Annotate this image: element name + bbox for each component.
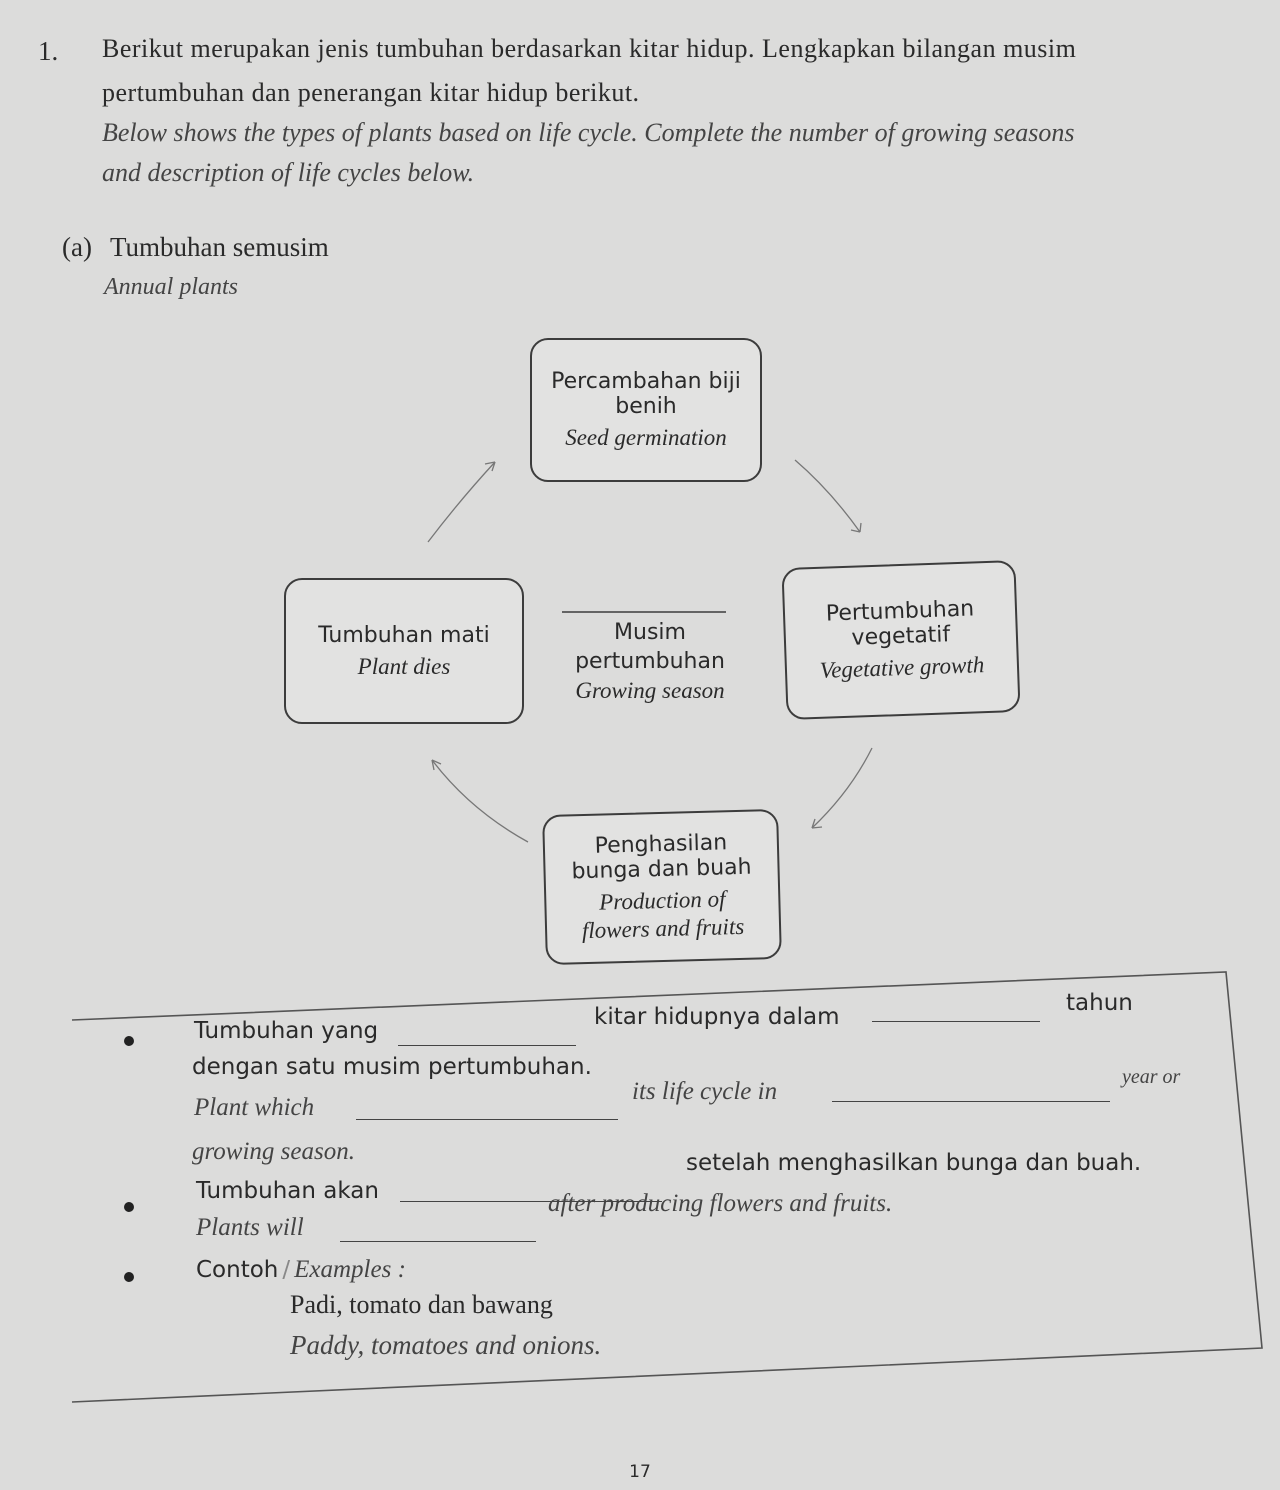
instruction-ms-line1: Berikut merupakan jenis tumbuhan berdasarkan kitar hidup. Lengkapkan bilangan musim xyxy=(102,34,1077,63)
question-number: 1. xyxy=(38,36,59,66)
vegetative-growth-ms-1: Pertumbuhan xyxy=(825,596,975,627)
b2-ms-b: setelah menghasilkan bunga dan buah. xyxy=(686,1150,1142,1176)
vegetative-growth-ms-2: vegetatif xyxy=(851,622,951,651)
seed-germination-en: Seed germination xyxy=(565,425,727,450)
b1-en-c: year or xyxy=(1122,1066,1181,1088)
growing-season-ms-2: pertumbuhan xyxy=(575,649,725,674)
vegetative-growth-en: Vegetative growth xyxy=(819,652,985,683)
b1-en-d: growing season. xyxy=(192,1138,355,1165)
b1-ms-blank-1[interactable] xyxy=(398,1044,576,1046)
b1-en-blank-1[interactable] xyxy=(356,1118,618,1120)
b1-ms-a: Tumbuhan yang xyxy=(194,1018,379,1044)
b1-ms-c: tahun xyxy=(1066,990,1133,1016)
b1-en-b: its life cycle in xyxy=(632,1078,778,1105)
examples-en: Paddy, tomatoes and onions. xyxy=(290,1330,602,1360)
b1-ms-blank-2[interactable] xyxy=(872,1020,1040,1022)
bullet-dot-2 xyxy=(124,1202,134,1212)
plant-dies-ms: Tumbuhan mati xyxy=(318,622,490,648)
b2-en-blank[interactable] xyxy=(340,1240,536,1242)
seed-germination-ms-2: benih xyxy=(615,394,677,419)
b1-ms-d: dengan satu musim pertumbuhan. xyxy=(192,1054,592,1080)
section-title-ms: Tumbuhan semusim xyxy=(110,232,329,262)
b2-ms-a: Tumbuhan akan xyxy=(196,1178,379,1204)
bullet-dot-1 xyxy=(124,1036,134,1046)
flowers-fruits-en-2: flowers and fruits xyxy=(581,913,745,944)
section-label: (a) xyxy=(62,232,92,262)
b1-en-blank-2[interactable] xyxy=(832,1100,1110,1102)
flowers-fruits-ms-1: Penghasilan xyxy=(594,830,728,859)
seed-germination-ms-1: Percambahan biji xyxy=(551,369,741,394)
b2-en-a: Plants will xyxy=(196,1214,304,1241)
plant-dies-en: Plant dies xyxy=(357,653,451,679)
section-title-en: Annual plants xyxy=(104,274,239,300)
growing-season-en: Growing season xyxy=(575,678,725,703)
examples-label-en: Examples : xyxy=(294,1256,406,1283)
instruction-ms-line2: pertumbuhan dan penerangan kitar hidup berikut. xyxy=(102,78,640,107)
examples-label-sep: / xyxy=(282,1257,291,1283)
page-number: 17 xyxy=(629,1462,651,1482)
instruction-en-line1: Below shows the types of plants based on life cycle. Complete the number of growing seasons xyxy=(102,118,1075,147)
examples-ms: Padi, tomato dan bawang xyxy=(290,1290,553,1319)
growing-season-ms-1: Musim xyxy=(614,620,686,645)
bullet-dot-3 xyxy=(124,1272,134,1282)
examples-label-ms: Contoh xyxy=(196,1257,279,1283)
b1-ms-b: kitar hidupnya dalam xyxy=(594,1004,840,1030)
b1-en-a: Plant which xyxy=(194,1094,315,1121)
examples-label xyxy=(196,1256,406,1284)
b2-en-b: after producing flowers and fruits. xyxy=(548,1190,893,1217)
flowers-fruits-en-1: Production of xyxy=(598,886,726,915)
instruction-en-line2: and description of life cycles below. xyxy=(102,158,475,187)
flowers-fruits-ms-2: bunga dan buah xyxy=(571,854,752,885)
